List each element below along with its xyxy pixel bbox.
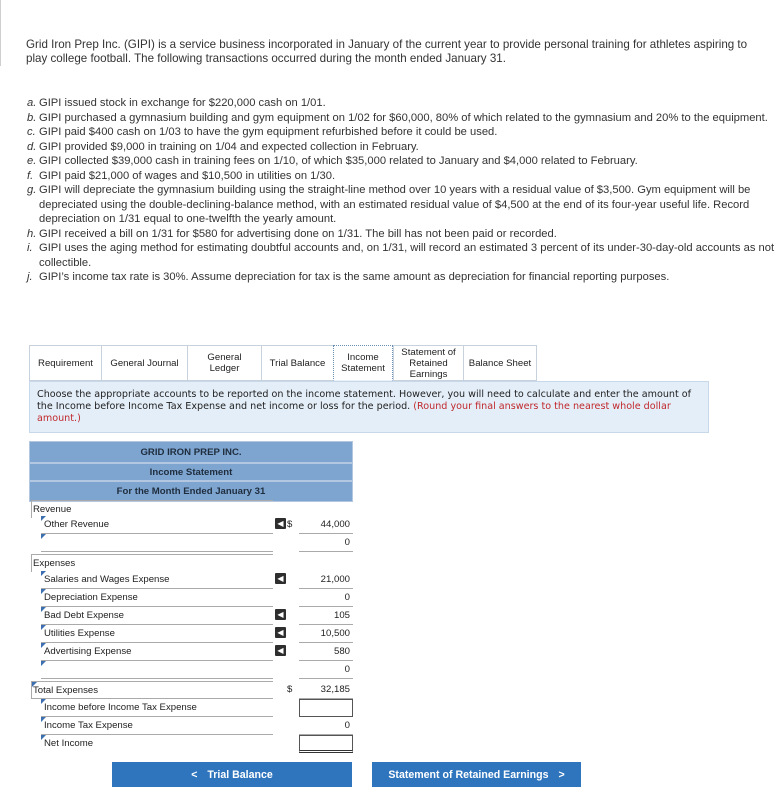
account-label: Depreciation Expense <box>44 592 138 603</box>
table-row <box>29 571 353 589</box>
item-letter: h. <box>27 227 37 240</box>
item-letter: a. <box>27 97 37 109</box>
tab-statement-of-retained-earnings[interactable]: Statement of Retained Earnings <box>393 345 463 381</box>
input-marker-icon <box>41 661 46 666</box>
table-row <box>29 643 353 661</box>
list-item <box>27 125 777 140</box>
account-select[interactable] <box>41 534 273 552</box>
amount-input[interactable]: 44,000 <box>299 516 353 534</box>
tab-requirement[interactable]: Requirement <box>29 345 101 381</box>
expenses-header-row <box>29 554 353 572</box>
item-letter: g. <box>27 184 37 196</box>
item-text: GIPI’s income tax rate is 30%. Assume depreciation for tax is the same amount as depreciation for financial reporting purposes. <box>39 271 670 283</box>
account-select[interactable] <box>41 643 273 661</box>
total-expenses-row <box>29 681 353 699</box>
tab-general-ledger[interactable]: General Ledger <box>187 345 261 381</box>
item-text: GIPI collected $39,000 cash in training fees on 1/10, of which $35,000 related to January and $4,000 related to February. <box>39 155 638 167</box>
input-marker-icon <box>41 625 46 630</box>
income-tax-row <box>29 717 353 735</box>
list-item <box>27 96 777 111</box>
input-marker-icon <box>32 682 37 687</box>
table-row <box>29 516 353 534</box>
item-text: GIPI purchased a gymnasium building and gym equipment on 1/02 for $60,000, 80% of which related to the gymnasium and 20% to the equipment. <box>39 111 768 124</box>
total-expenses-input[interactable]: 32,185 <box>299 681 353 699</box>
net-income-row <box>29 735 353 753</box>
item-text: GIPI uses the aging method for estimating doubtful accounts and, on 1/31, will record an estimated 3 percent of its under-30-day-old accounts as not collectible. <box>39 242 775 269</box>
net-income-input[interactable] <box>299 735 353 753</box>
item-letter: i. <box>27 242 33 254</box>
company-name: GRID IRON PREP INC. <box>29 441 353 463</box>
problem-intro: Grid Iron Prep Inc. (GIPI) is a service business incorporated in January of the current year to provide personal training for athletes aspiring to play college football. The following transactions occurred during the month ended January 31. <box>26 38 748 65</box>
expenses-header: Expenses <box>31 554 273 572</box>
account-select[interactable] <box>41 516 273 534</box>
input-marker-icon <box>41 643 46 648</box>
item-text: GIPI will depreciate the gymnasium building using the straight-line method over 10 years with a residual value of $3,500. Gym equipment will be depreciated using the double-declining-balance method, with an estimated residual value of $4,500 at the end of its four-year useful life. Record depreciation on 1/31 equal to one-twelfth the yearly amount. <box>39 184 751 225</box>
tab-general-journal[interactable]: General Journal <box>101 345 187 381</box>
table-row <box>29 534 353 552</box>
item-text: GIPI provided $9,000 in training on 1/04 and expected collection in February. <box>39 140 419 153</box>
prev-trial-balance-button[interactable] <box>112 762 352 787</box>
list-item <box>27 169 777 184</box>
item-letter: d. <box>27 140 37 153</box>
input-marker-icon <box>41 717 46 722</box>
statement-period: For the Month Ended January 31 <box>29 481 353 502</box>
input-marker-icon <box>41 607 46 612</box>
total-expenses-text: Total Expenses <box>33 685 99 696</box>
item-letter: j. <box>27 271 33 283</box>
tab-balance-sheet[interactable]: Balance Sheet <box>463 345 537 381</box>
account-label: Salaries and Wages Expense <box>44 574 170 585</box>
amount-input[interactable]: 580 <box>299 643 353 661</box>
account-select[interactable] <box>41 571 273 589</box>
income-before-tax-row <box>29 699 353 717</box>
item-text: GIPI paid $400 cash on 1/03 to have the gym equipment refurbished before it could be used. <box>39 126 498 138</box>
list-item <box>27 154 777 169</box>
account-select[interactable] <box>41 589 273 607</box>
chevron-left-icon: < <box>191 768 198 781</box>
dropdown-arrow-icon[interactable]: ◀ <box>275 518 286 529</box>
account-select[interactable] <box>41 607 273 625</box>
revenue-header: Revenue <box>31 500 273 518</box>
next-button-label: Statement of Retained Earnings <box>388 768 549 781</box>
input-marker-icon <box>41 516 46 521</box>
dropdown-arrow-icon[interactable]: ◀ <box>275 645 286 656</box>
amount-input[interactable]: 10,500 <box>299 625 353 643</box>
amount-input[interactable]: 0 <box>299 589 353 607</box>
income-before-tax-input[interactable] <box>299 699 353 717</box>
amount-input[interactable]: 105 <box>299 607 353 625</box>
list-item <box>27 241 777 270</box>
dropdown-arrow-icon[interactable]: ◀ <box>275 627 286 638</box>
net-income-label[interactable] <box>41 735 273 753</box>
input-marker-icon <box>41 735 46 740</box>
transaction-list <box>27 96 777 285</box>
list-item <box>27 111 777 126</box>
income-statement-form <box>29 441 353 749</box>
table-row <box>29 589 353 607</box>
table-row <box>29 607 353 625</box>
list-item <box>27 227 777 242</box>
rounding-note: (Round your final answers to the nearest whole dollar amount.) <box>37 401 671 424</box>
dollar-sign: $ <box>287 684 293 695</box>
left-border <box>0 0 1 66</box>
input-marker-icon <box>41 534 46 539</box>
account-label: Other Revenue <box>44 519 110 530</box>
income-before-tax-text: Income before Income Tax Expense <box>44 702 197 713</box>
item-letter: f. <box>27 169 34 182</box>
dropdown-arrow-icon[interactable]: ◀ <box>275 609 286 620</box>
item-letter: c. <box>27 126 36 138</box>
income-tax-input[interactable]: 0 <box>299 717 353 735</box>
net-income-text: Net Income <box>44 738 94 749</box>
tab-income-statement[interactable]: Income Statement <box>333 345 393 381</box>
list-item <box>27 270 777 285</box>
account-label: Bad Debt Expense <box>44 610 125 621</box>
instructions-panel <box>29 381 709 433</box>
income-before-tax-label[interactable] <box>41 699 273 717</box>
prev-button-label: Trial Balance <box>207 768 273 781</box>
account-select[interactable] <box>41 625 273 643</box>
input-marker-icon <box>41 699 46 704</box>
income-tax-label[interactable] <box>41 717 273 735</box>
item-letter: e. <box>27 155 37 167</box>
total-expenses-label[interactable] <box>31 681 273 699</box>
input-marker-icon <box>41 571 46 576</box>
amount-input[interactable]: 0 <box>299 534 353 552</box>
table-row <box>29 625 353 643</box>
amount-input[interactable]: 21,000 <box>299 571 353 589</box>
instructions-text: Choose the appropriate accounts to be reported on the income statement. However, you will need to calculate and enter the amount of the Income before Income Tax Expense and net income or loss for the period. <box>37 389 692 412</box>
dropdown-arrow-icon[interactable]: ◀ <box>275 573 286 584</box>
tab-bar <box>29 345 537 381</box>
item-letter: b. <box>27 111 37 124</box>
item-text: GIPI issued stock in exchange for $220,000 cash on 1/01. <box>39 97 326 109</box>
statement-title: Income Statement <box>29 463 353 481</box>
next-retained-earnings-button[interactable] <box>372 762 581 787</box>
chevron-right-icon: > <box>558 768 565 781</box>
tab-trial-balance[interactable]: Trial Balance <box>261 345 333 381</box>
dollar-sign: $ <box>287 519 293 530</box>
list-item <box>27 183 777 227</box>
account-label: Utilities Expense <box>44 628 115 639</box>
list-item <box>27 140 777 155</box>
income-tax-text: Income Tax Expense <box>44 720 133 731</box>
account-select[interactable] <box>41 661 273 679</box>
input-marker-icon <box>41 589 46 594</box>
account-label: Advertising Expense <box>44 646 132 657</box>
item-text: GIPI received a bill on 1/31 for $580 for advertising done on 1/31. The bill has not been paid or recorded. <box>39 227 557 240</box>
amount-input[interactable]: 0 <box>299 661 353 679</box>
table-row <box>29 661 353 679</box>
item-text: GIPI paid $21,000 of wages and $10,500 in utilities on 1/30. <box>39 169 336 182</box>
